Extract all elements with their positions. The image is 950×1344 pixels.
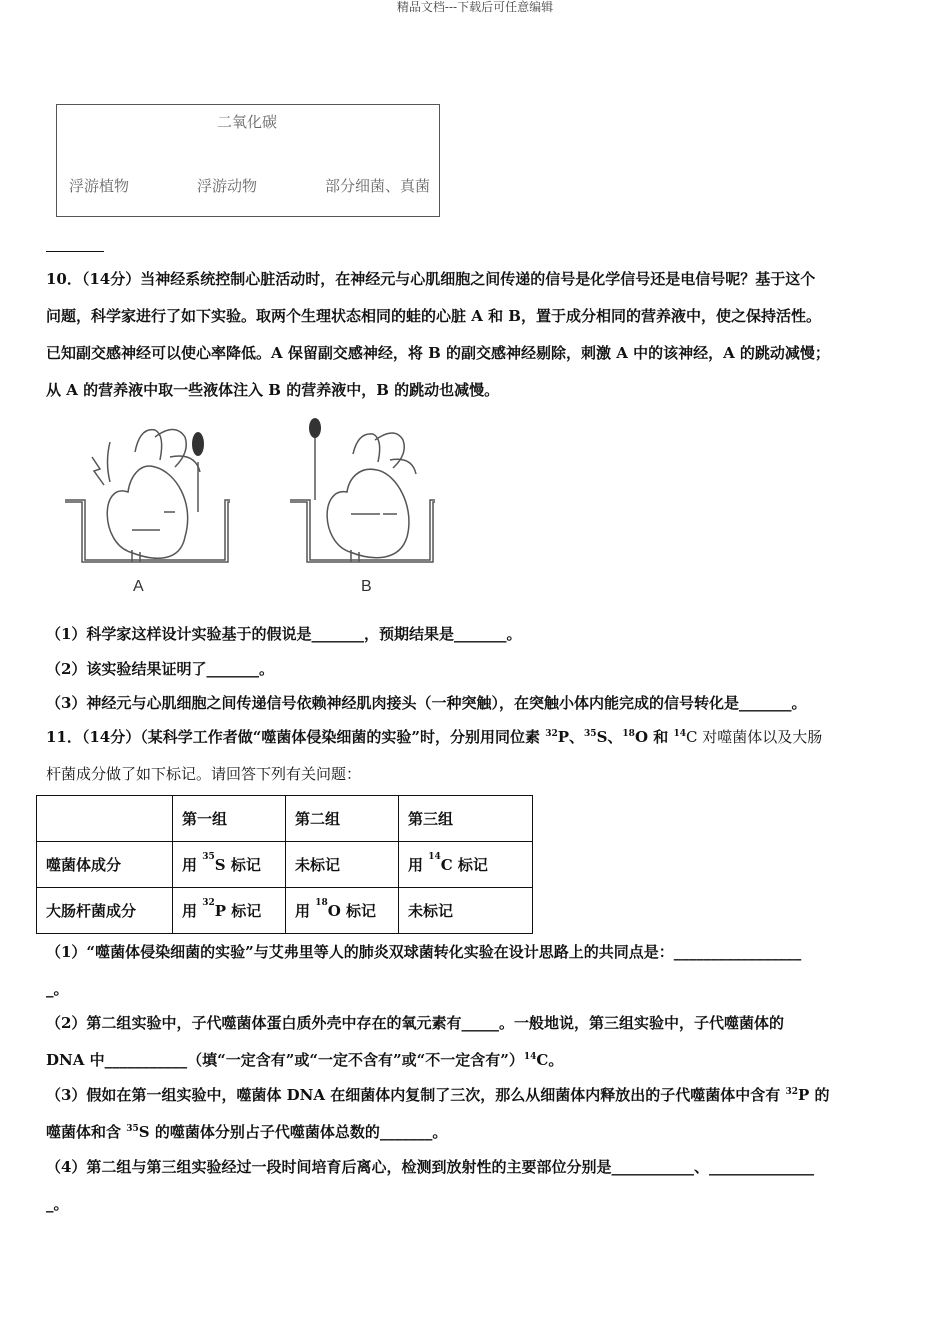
table-cell: 用 $^{35}$S 标记 bbox=[173, 842, 286, 888]
table-header-cell bbox=[37, 796, 173, 842]
table-row bbox=[37, 888, 533, 934]
page-header: 精品文档---下载后可任意编辑 bbox=[396, 0, 554, 14]
q11-sub4-line2: _。 bbox=[46, 1195, 69, 1213]
separator-rule bbox=[46, 251, 104, 252]
q11-sub4-line1: （4）第二组与第三组实验经过一段时间培育后离心，检测到放射性的主要部位分别是___________、______________ bbox=[46, 1158, 814, 1176]
electrode-a bbox=[192, 432, 204, 456]
q10-line3: 已知副交感神经可以使心率降低。A 保留副交感神经，将 B 的副交感神经剔除，刺激 A 中的该神经，A 的跳动减慢； bbox=[46, 344, 830, 362]
table-header-cell: 第二组 bbox=[286, 796, 399, 842]
box-top-label: 二氧化碳 bbox=[217, 113, 278, 131]
table-cell: 未标记 bbox=[286, 842, 399, 888]
q11-line1: 11．（14分）（某科学工作者做“噬菌体侵染细菌的实验”时，分别用同位素 $^{32}$P、$^{35}$S、$^{18}$O 和 $^{14}$C 对噬菌体以及大肠 bbox=[46, 728, 823, 746]
table-row bbox=[37, 842, 533, 888]
q11-sub1-line1: （1）“噬菌体侵染细菌的实验”与艾弗里等人的肺炎双球菌转化实验在设计思路上的共同点是：_________________ bbox=[46, 943, 802, 961]
box-left-label: 浮游植物 bbox=[69, 177, 130, 195]
q11-sub1-line2: _。 bbox=[46, 980, 69, 998]
figure-label-b: B bbox=[361, 578, 372, 595]
table-cell: 用 $^{32}$P 标记 bbox=[173, 888, 286, 934]
q11-line2: 杆菌成分做了如下标记。请回答下列有关问题： bbox=[46, 765, 362, 783]
food-web-box bbox=[56, 104, 440, 217]
table-header-cell: 第三组 bbox=[399, 796, 533, 842]
table-cell: 噬菌体成分 bbox=[37, 842, 173, 888]
q11-sub2-line2: DNA 中___________（填“一定含有”或“一定不含有”或“不一定含有”）$^{14}$C。 bbox=[46, 1051, 564, 1069]
q11-sub3-line1: （3）假如在第一组实验中，噬菌体 DNA 在细菌体内复制了三次，那么从细菌体内释放出的子代噬菌体中含有 $^{32}$P 的 bbox=[46, 1086, 830, 1104]
table-header-cell: 第一组 bbox=[173, 796, 286, 842]
q10-line1: 10．（14分）当神经系统控制心脏活动时，在神经元与心肌细胞之间传递的信号是化学信号还是电信号呢？基于这个 bbox=[46, 270, 816, 288]
q11-sub3-line2: 噬菌体和含 $^{35}$S 的噬菌体分别占子代噬菌体总数的_______。 bbox=[46, 1123, 448, 1141]
q11-sub2-line1: （2）第二组实验中，子代噬菌体蛋白质外壳中存在的氧元素有_____。一般地说，第三组实验中，子代噬菌体的 bbox=[46, 1014, 784, 1032]
table-cell: 未标记 bbox=[399, 888, 533, 934]
heart-figure-b bbox=[285, 412, 465, 572]
labeling-table bbox=[36, 795, 533, 934]
table-row bbox=[37, 796, 533, 842]
q10-line2: 问题，科学家进行了如下实验。取两个生理状态相同的蛙的心脏 A 和 B，置于成分相同的营养液中，使之保持活性。 bbox=[46, 307, 821, 325]
q10-sub1: （1）科学家这样设计实验基于的假说是_______，预期结果是_______。 bbox=[46, 625, 522, 643]
figure-label-a: A bbox=[133, 578, 144, 595]
dropper-b bbox=[309, 418, 321, 438]
q10-sub3: （3）神经元与心肌细胞之间传递信号依赖神经肌肉接头（一种突触），在突触小体内能完成的信号转化是_______。 bbox=[46, 694, 807, 712]
box-mid-label: 浮游动物 bbox=[197, 177, 258, 195]
table-cell: 大肠杆菌成分 bbox=[37, 888, 173, 934]
table-cell: 用 $^{14}$C 标记 bbox=[399, 842, 533, 888]
box-right-label: 部分细菌、真菌 bbox=[325, 177, 431, 195]
table-cell: 用 $^{18}$O 标记 bbox=[286, 888, 399, 934]
heart-figure-a bbox=[60, 412, 240, 572]
q10-line4: 从 A 的营养液中取一些液体注入 B 的营养液中，B 的跳动也减慢。 bbox=[46, 381, 500, 399]
q10-sub2: （2）该实验结果证明了_______。 bbox=[46, 660, 274, 678]
